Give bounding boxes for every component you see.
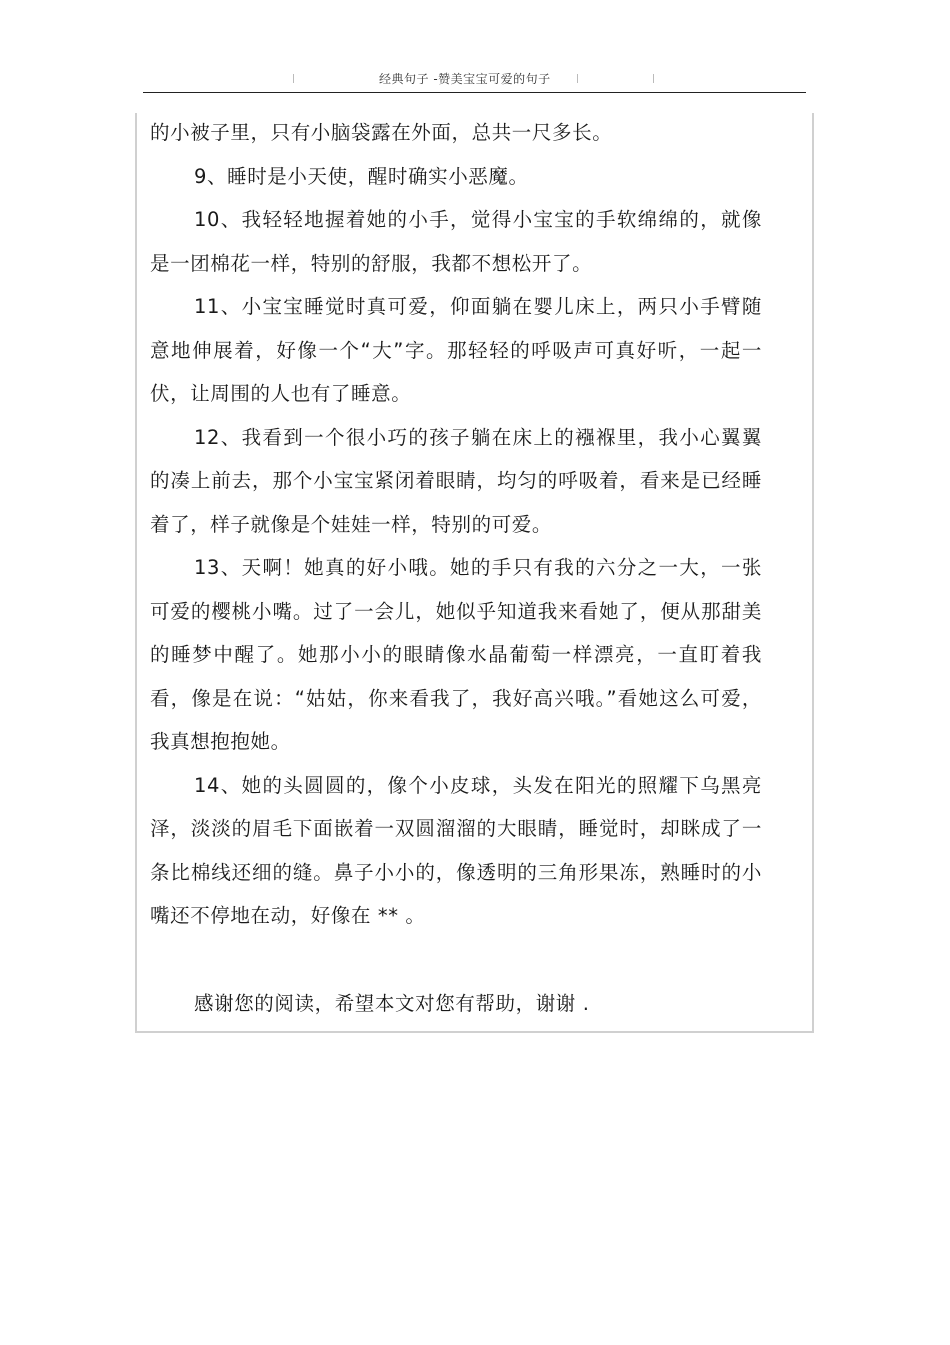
paragraph-item-14: 14、她的头圆圆的，像个小皮球，头发在阳光的照耀下乌黑亮泽，淡淡的眉毛下面嵌着一双圆溜溜的大眼睛，睡觉时，却眯成了一条比棉线还细的缝。鼻子小小的，像透明的三角形果冻，熟睡时的小嘴还不停地在动，好像在 ** 。 (150, 773, 762, 927)
header-tick-right (653, 74, 654, 83)
paragraph-continuation: 的小被子里，只有小脑袋露在外面，总共一尺多长。 (150, 121, 613, 144)
paragraph-item-12: 12、我看到一个很小巧的孩子躺在床上的襁褓里，我小心翼翼的凑上前去，那个小宝宝紧闭着眼睛，均匀的呼吸着，看来是已经睡着了，样子就像是个娃娃一样，特别的可爱。 (150, 425, 762, 536)
paragraph-item-11: 11、小宝宝睡觉时真可爱，仰面躺在婴儿床上，两只小手臂随意地伸展着，好像一个“大”字。那轻轻的呼吸声可真好听，一起一伏，让周围的人也有了睡意。 (150, 295, 762, 405)
closing-note: 感谢您的阅读，希望本文对您有帮助，谢谢 . (194, 992, 590, 1015)
page-header (143, 66, 806, 93)
header-tick-left (293, 74, 294, 83)
paragraph-item-10: 10、我轻轻地握着她的小手，觉得小宝宝的手软绵绵的，就像是一团棉花一样，特别的舒服，我都不想松开了。 (150, 208, 762, 275)
paragraph-item-9: 9、睡时是小天使，醒时确实小恶魔。 (194, 164, 529, 188)
article-body (150, 111, 762, 938)
header-title: 经典句子 -赞美宝宝可爱的句子 (379, 72, 551, 86)
header-tick-mid (577, 74, 578, 83)
paragraph-item-13: 13、天啊！她真的好小哦。她的手只有我的六分之一大，一张可爱的樱桃小嘴。过了一会儿，她似乎知道我来看她了，便从那甜美的睡梦中醒了。她那小小的眼睛像水晶葡萄一样漂亮，一直盯着我看，像是在说：“姑姑，你来看我了，我好高兴哦。”看她这么可爱，我真想抱抱她。 (150, 556, 762, 753)
